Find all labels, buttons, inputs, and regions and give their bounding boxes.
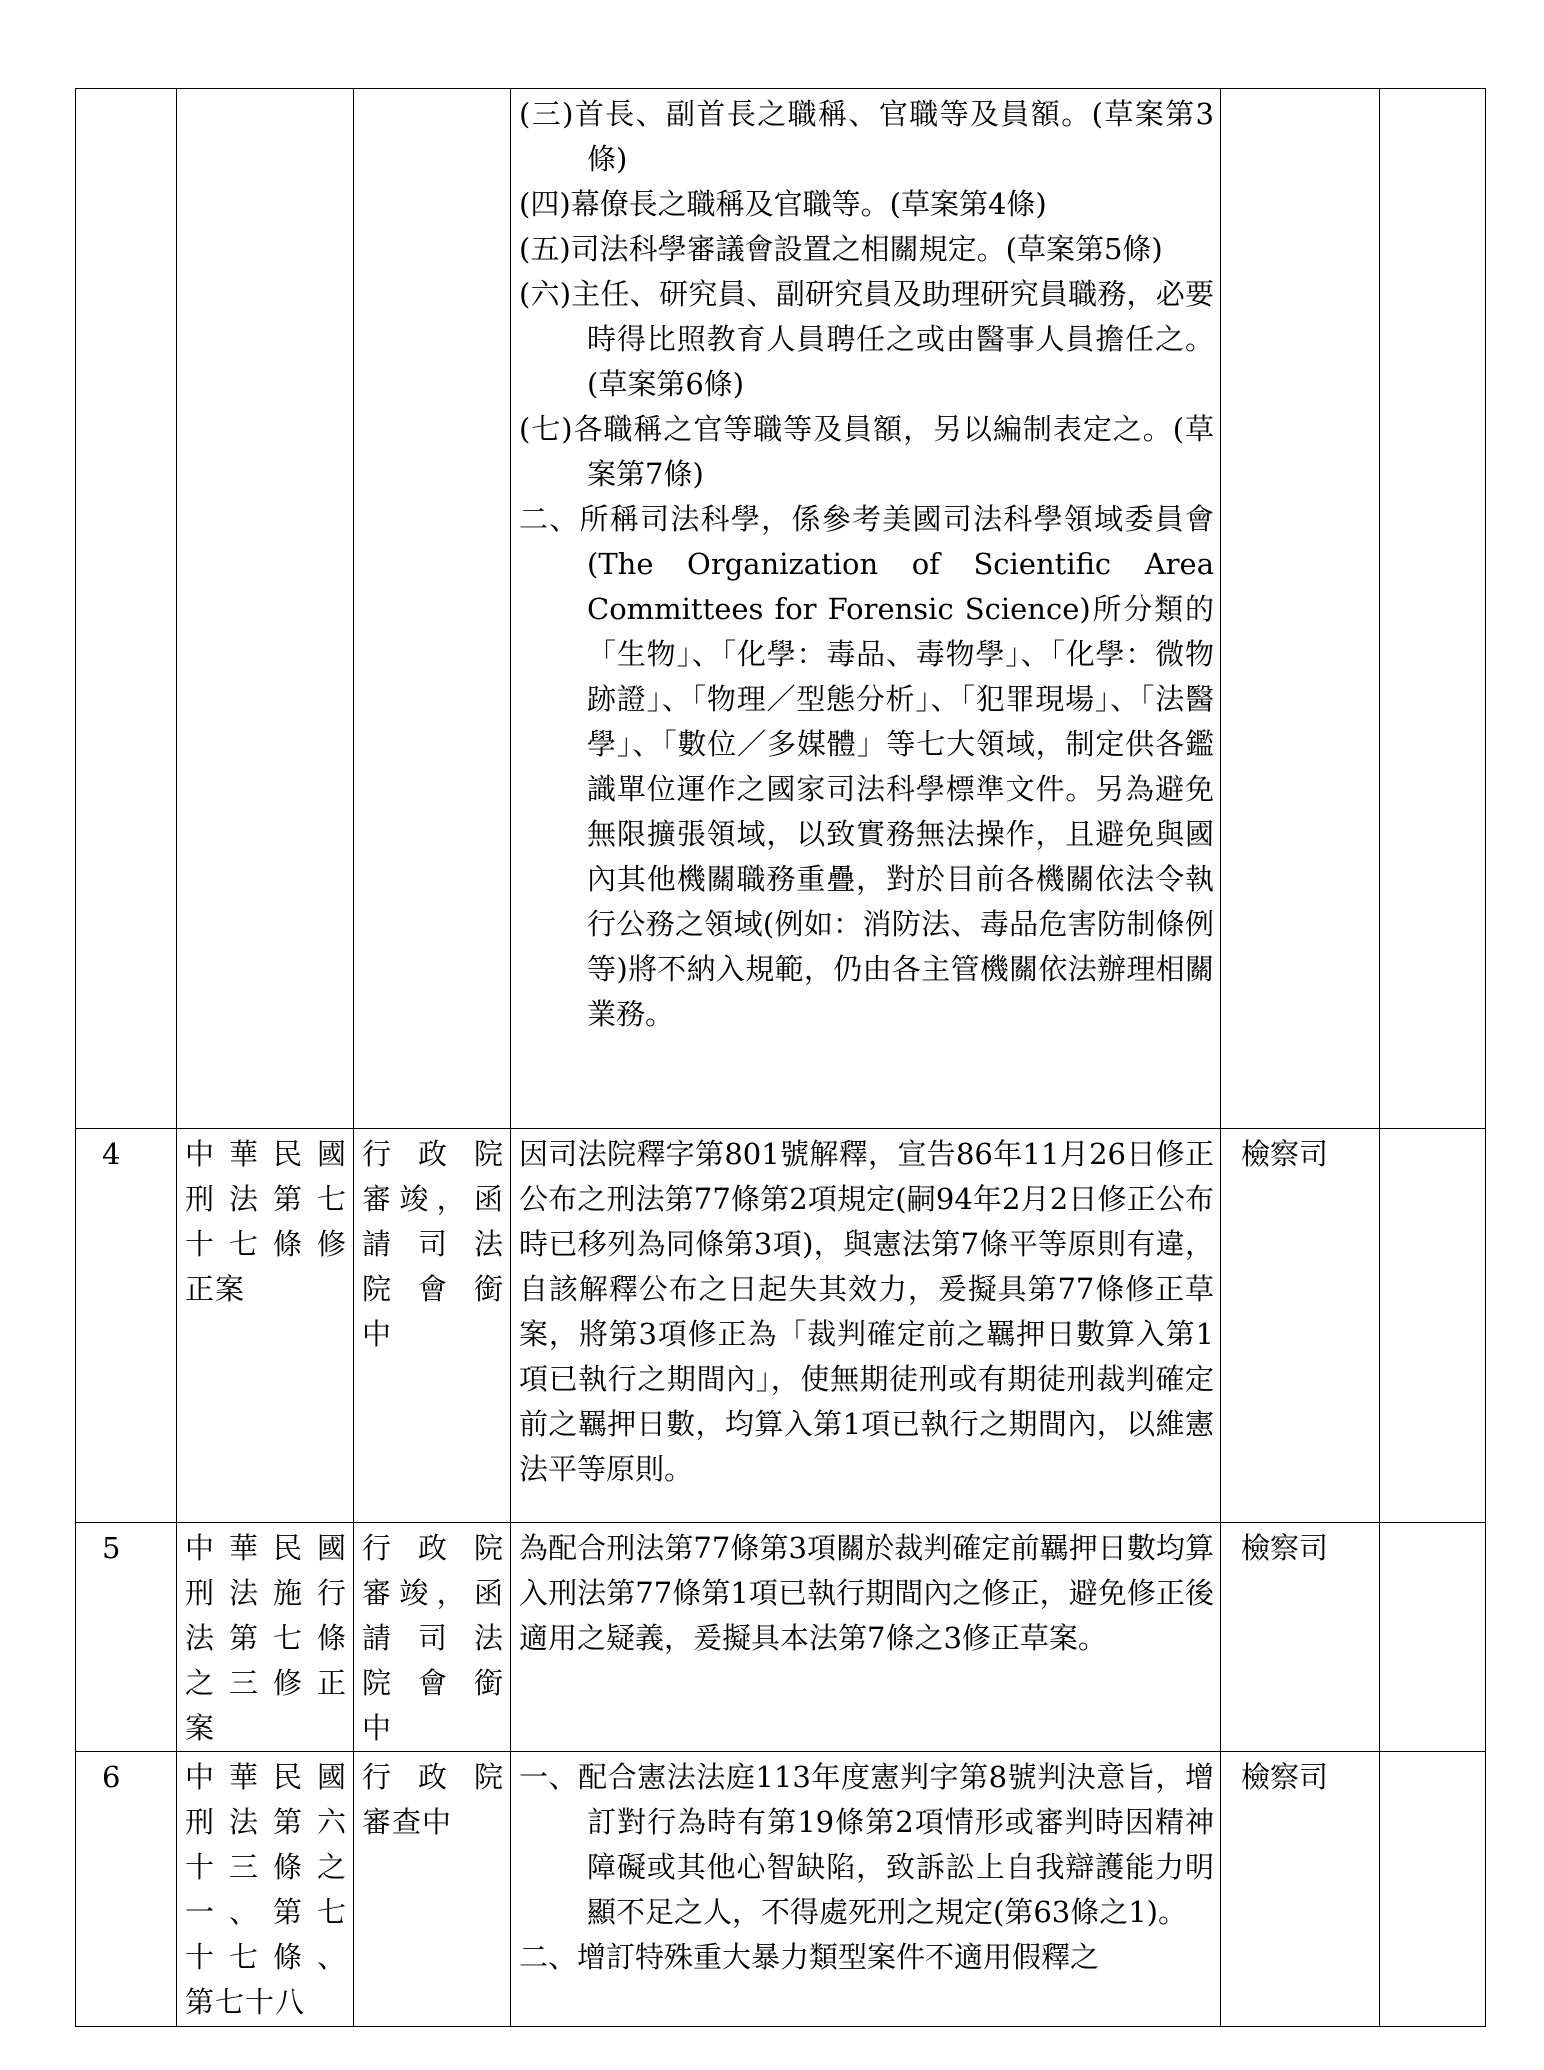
bill-name-line: 中華民國 bbox=[185, 1760, 347, 1794]
responsible-unit-cell: 檢察司 bbox=[1221, 1523, 1380, 1752]
bill-name-line: 法第七條 bbox=[185, 1621, 347, 1655]
bill-name-cell bbox=[177, 1129, 354, 1523]
bill-name-line: 案 bbox=[185, 1711, 216, 1745]
description-item: (六)主任、研究員、副研究員及助理研究員職務，必要時得比照教育人員聘任之或由醫事人員擔任之。(草案第6條) bbox=[519, 277, 1214, 401]
row-number-cell: 6 bbox=[76, 1752, 177, 2027]
responsible-unit-cell bbox=[1221, 89, 1380, 1129]
status-cell bbox=[354, 1523, 511, 1752]
status-cell bbox=[354, 1752, 511, 2027]
description-item: 為配合刑法第77條第3項關於裁判確定前羈押日數均算入刑法第77條第1項已執行期間內之修正，避免修正後適用之疑義，爰擬具本法第7條之3修正草案。 bbox=[519, 1531, 1214, 1655]
description-cell bbox=[511, 1129, 1221, 1523]
status-line: 行政院 bbox=[362, 1531, 504, 1565]
bill-name-line: 第七十八 bbox=[185, 1985, 306, 2019]
status-line: 院會銜 bbox=[362, 1666, 504, 1700]
description-item: (七)各職稱之官等職等及員額，另以編制表定之。(草案第7條) bbox=[519, 412, 1214, 491]
description-item: 一、配合憲法法庭113年度憲判字第8號判決意旨，增訂對行為時有第19條第2項情形或審判時因精神障礙或其他心智缺陷，致訴訟上自我辯護能力明顯不足之人，不得處死刑之規定(第63條之1)。 bbox=[519, 1760, 1214, 1929]
table-row bbox=[76, 1752, 1486, 2027]
row-number-cell bbox=[76, 89, 177, 1129]
description-item: (五)司法科學審議會設置之相關規定。(草案第5條) bbox=[519, 232, 1163, 266]
description-cell bbox=[511, 1523, 1221, 1752]
responsible-unit-cell: 檢察司 bbox=[1221, 1129, 1380, 1523]
status-cell bbox=[354, 1129, 511, 1523]
table-row bbox=[76, 89, 1486, 1129]
status-line: 中 bbox=[362, 1317, 393, 1351]
bill-name-cell bbox=[177, 1523, 354, 1752]
status-line: 行政院 bbox=[362, 1760, 504, 1794]
bill-name-line: 一、第七 bbox=[185, 1895, 347, 1929]
status-line: 行政院 bbox=[362, 1137, 504, 1171]
note-cell bbox=[1380, 1752, 1486, 2027]
note-cell bbox=[1380, 89, 1486, 1129]
bill-name-cell bbox=[177, 89, 354, 1129]
bill-name-line: 刑法第七 bbox=[185, 1182, 347, 1216]
bill-name-line: 中華民國 bbox=[185, 1531, 347, 1565]
note-cell bbox=[1380, 1129, 1486, 1523]
bill-name-line: 十三條之 bbox=[185, 1850, 347, 1884]
bill-name-line: 中華民國 bbox=[185, 1137, 347, 1171]
table-row bbox=[76, 1129, 1486, 1523]
row-number-cell: 5 bbox=[76, 1523, 177, 1752]
document-table bbox=[75, 88, 1486, 2027]
table-row bbox=[76, 1523, 1486, 1752]
note-cell bbox=[1380, 1523, 1486, 1752]
status-cell bbox=[354, 89, 511, 1129]
bill-name-line: 刑法施行 bbox=[185, 1576, 347, 1610]
bill-name-line: 正案 bbox=[185, 1272, 246, 1306]
description-item: 二、增訂特殊重大暴力類型案件不適用假釋之 bbox=[519, 1940, 1100, 1974]
status-line: 請司法 bbox=[362, 1621, 504, 1655]
description-cell bbox=[511, 1752, 1221, 2027]
description-item: 二、所稱司法科學，係參考美國司法科學領域委員會(The Organization of Scientific Area Committees for Forensic Science)所分類的「生物」、「化學：毒品、毒物學」、「化學：微物跡證」、「物理／型態分析」、「犯罪現場」、「法醫學」、「數位／多媒體」等七大領域，制定供各鑑識單位運作之國家司法科學標準文件。另為避免無限擴張領域，以致實務無法操作，且避免與國內其他機關職務重疊，對於目前各機關依法令執行公務之領域(例如：消防法、毒品危害防制條例等)將不納入規範，仍由各主管機關依法辦理相關業務。 bbox=[519, 502, 1214, 1031]
bill-name-line: 十七條、 bbox=[185, 1940, 347, 1974]
responsible-unit-cell: 檢察司 bbox=[1221, 1752, 1380, 2027]
description-item: (四)幕僚長之職稱及官職等。(草案第4條) bbox=[519, 187, 1047, 221]
bill-name-line: 十七條修 bbox=[185, 1227, 347, 1261]
description-cell bbox=[511, 89, 1221, 1129]
description-item: (三)首長、副首長之職稱、官職等及員額。(草案第3條) bbox=[519, 97, 1214, 176]
bill-name-line: 刑法第六 bbox=[185, 1805, 347, 1839]
status-line: 中 bbox=[362, 1711, 393, 1745]
description-item: 因司法院釋字第801號解釋，宣告86年11月26日修正公布之刑法第77條第2項規定(嗣94年2月2日修正公布時已移列為同條第3項)，與憲法第7條平等原則有違，自該解釋公布之日起失其效力，爰擬具第77條修正草案，將第3項修正為「裁判確定前之羈押日數算入第1項已執行之期間內」，使無期徒刑或有期徒刑裁判確定前之羈押日數，均算入第1項已執行之期間內，以維憲法平等原則。 bbox=[519, 1137, 1214, 1486]
row-number-cell: 4 bbox=[76, 1129, 177, 1523]
status-line: 院會銜 bbox=[362, 1272, 504, 1306]
bill-name-line: 之三修正 bbox=[185, 1666, 347, 1700]
status-line: 審竣，函 bbox=[362, 1576, 504, 1610]
status-line: 審竣，函 bbox=[362, 1182, 504, 1216]
bill-name-cell bbox=[177, 1752, 354, 2027]
status-line: 審查中 bbox=[362, 1805, 453, 1839]
status-line: 請司法 bbox=[362, 1227, 504, 1261]
